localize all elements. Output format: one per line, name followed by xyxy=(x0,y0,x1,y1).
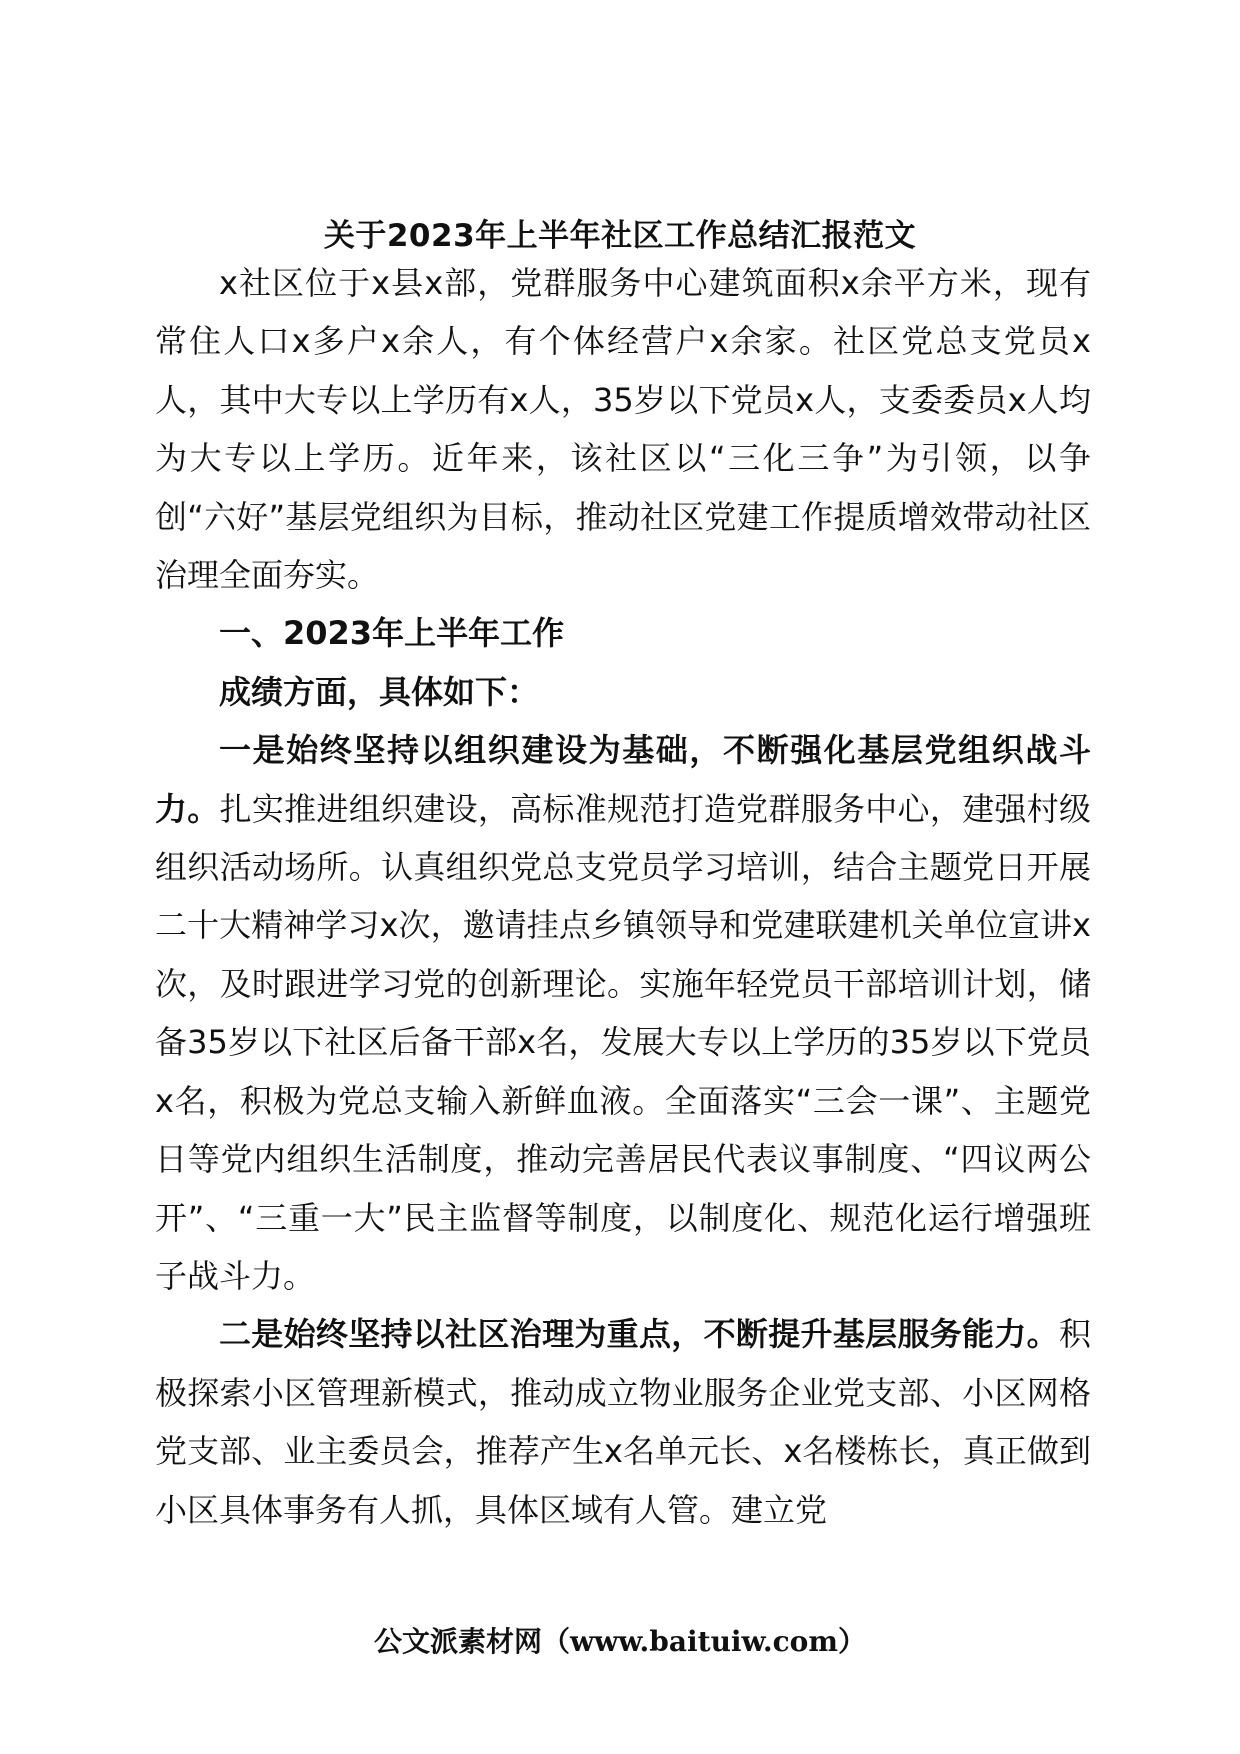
document-title: 关于2023年上半年社区工作总结汇报范文 xyxy=(323,218,917,254)
point-one-lead: 一是始终坚持以组织建设为基础，不断强化基层党组织战斗力。 xyxy=(155,731,1091,828)
section-heading: 一、2023年上半年工作 xyxy=(219,614,565,653)
point-two-paragraph xyxy=(155,1305,1091,1539)
section-subheading: 成绩方面，具体如下： xyxy=(219,672,540,711)
footer-watermark: 公文派素材网（www.baituiw.com） xyxy=(374,1625,866,1658)
point-two-lead: 二是始终坚持以社区治理为重点，不断提升基层服务能力。 xyxy=(219,1315,1059,1354)
document-body xyxy=(155,254,1091,1539)
point-two-body: 积极探索小区管理新模式，推动成立物业服务企业党支部、小区网格党支部、业主委员会，推荐产生x名单元长、x名楼栋长，真正做到小区具体事务有人抓，具体区域有人管。建立党 xyxy=(155,1315,1091,1529)
intro-paragraph: x社区位于x县x部，党群服务中心建筑面积x余平方米，现有常住人口x多户x余人，有个体经营户x余家。社区党总支党员x人，其中大专以上学历有x人，35岁以下党员x人，支委委员x人均为大专以上学历。近年来，该社区以“三化三争”为引领，以争创“六好”基层党组织为目标，推动社区党建工作提质增效带动社区治理全面夯实。 xyxy=(155,264,1091,595)
point-one-body: 扎实推进组织建设，高标准规范打造党群服务中心，建强村级组织活动场所。认真组织党总支党员学习培训，结合主题党日开展二十大精神学习x次，邀请挂点乡镇领导和党建联建机关单位宣讲x次，及时跟进学习党的创新理论。实施年轻党员干部培训计划，储备35岁以下社区后备干部x名，发展大专以上学历的35岁以下党员x名，积极为党总支输入新鲜血液。全面落实“三会一课”、主题党日等党内组织生活制度，推动完善居民代表议事制度、“四议两公开”、“三重一大”民主监督等制度，以制度化、规范化运行增强班子战斗力。 xyxy=(155,789,1091,1295)
point-one-paragraph xyxy=(155,721,1091,1305)
